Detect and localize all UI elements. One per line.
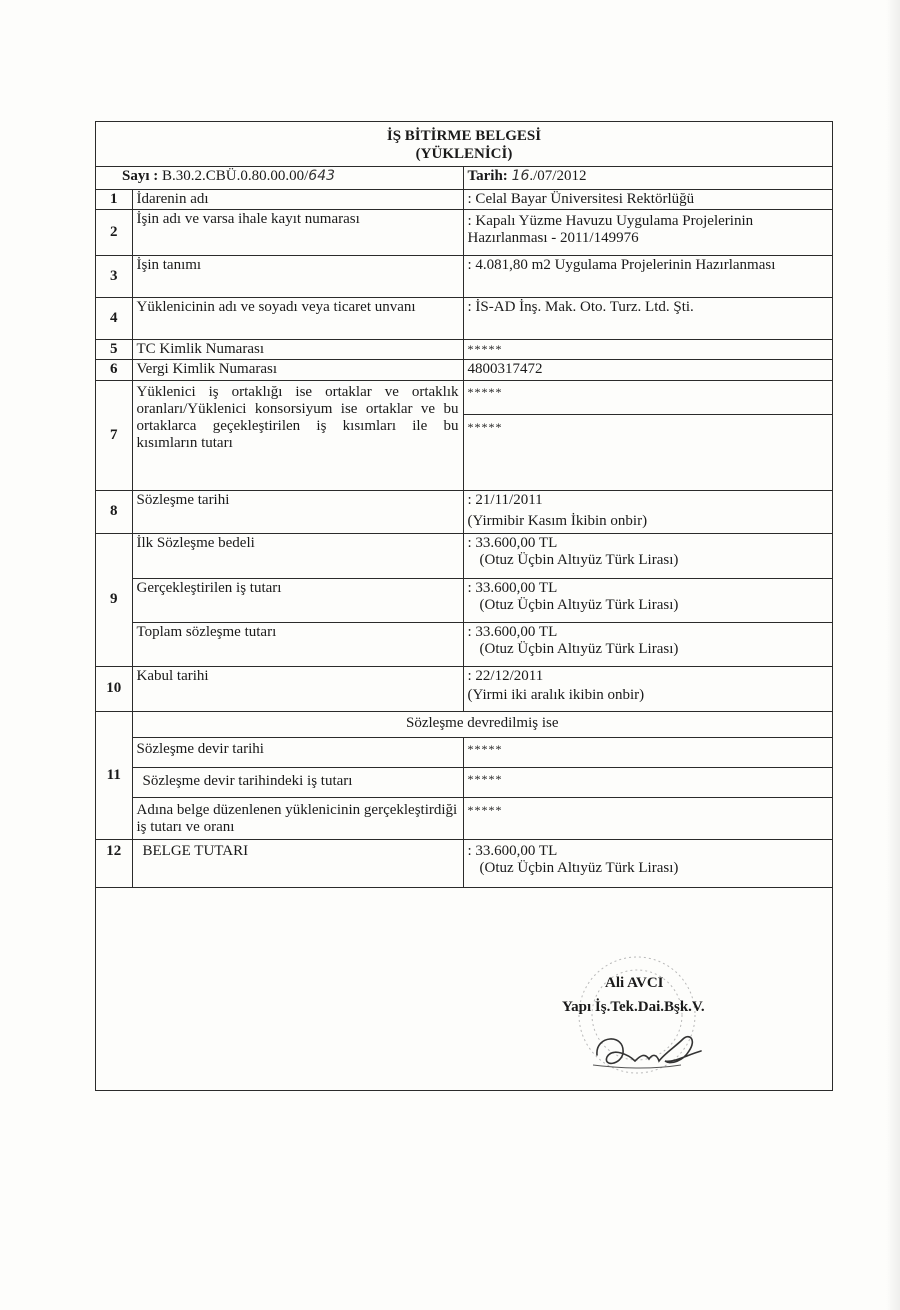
row-label: Sözleşme devir tarihi [132, 737, 463, 767]
row-number: 6 [96, 359, 132, 380]
number-date-row [96, 167, 832, 189]
row-value [463, 622, 832, 666]
value-line-1: : 21/11/2011 [467, 491, 543, 508]
signatory-title: Yapı İş.Tek.Dai.Bşk.V. [562, 999, 705, 1015]
section-heading: Sözleşme devredilmiş ise [132, 711, 832, 737]
table-row [96, 666, 832, 711]
table-row [96, 297, 832, 339]
title-line-2: (YÜKLENİCİ) [415, 146, 513, 162]
row-value [463, 666, 832, 711]
row-number: 2 [96, 209, 132, 255]
document-title [96, 122, 832, 167]
row-label: İşin adı ve varsa ihale kayıt numarası [132, 209, 463, 255]
tarih-handwritten: 16 [511, 168, 530, 184]
row-value-b: ***** [463, 414, 832, 490]
value-line-1: : 33.600,00 TL [467, 579, 558, 596]
value-line-1: : 33.600,00 TL [467, 623, 558, 640]
row-value: 4800317472 [463, 359, 832, 380]
value-line-1: : 22/12/2011 [467, 667, 544, 684]
value-line-1: : 33.600,00 TL [467, 534, 558, 551]
row-value [463, 490, 832, 533]
row-label: Yüklenici iş ortaklığı ise ortaklar ve ortaklık oranları/Yüklenici konsorsiyum ise ortaklar ve bu ortaklarca geçekleştirilen iş kısımları ile bu kısımların tutarı [132, 380, 463, 490]
sayi-handwritten: 643 [308, 168, 336, 184]
row-number: 10 [96, 666, 132, 711]
row-label: Sözleşme tarihi [132, 490, 463, 533]
value-line-2: (Yirmi iki aralık ikibin onbir) [467, 686, 645, 703]
row-value [463, 839, 832, 887]
table-row [96, 533, 832, 578]
value-line-1: : 33.600,00 TL [467, 842, 558, 859]
signature-icon [585, 1025, 725, 1075]
value-line-2: (Otuz Üçbin Altıyüz Türk Lirası) [479, 640, 679, 657]
row-value [463, 533, 832, 578]
row-value: ***** [463, 767, 832, 797]
row-value-a: ***** [463, 380, 832, 414]
value-line-2: (Otuz Üçbin Altıyüz Türk Lirası) [479, 859, 679, 876]
tarih-label: Tarih: [467, 168, 508, 184]
certificate-frame [95, 121, 833, 1091]
table-row [96, 797, 832, 839]
table-row [96, 209, 832, 255]
row-label: Gerçekleştirilen iş tutarı [132, 578, 463, 622]
table-row [96, 189, 832, 209]
table-row [96, 490, 832, 533]
table-row [96, 359, 832, 380]
page-edge-shadow [886, 0, 900, 1310]
row-value [463, 578, 832, 622]
row-value: ***** [463, 737, 832, 767]
table-row [96, 339, 832, 359]
row-value: : Kapalı Yüzme Havuzu Uygulama Projelerinin Hazırlanması - 2011/149976 [463, 209, 832, 255]
row-number: 11 [96, 711, 132, 839]
table-row [96, 711, 832, 737]
title-line-1: İŞ BİTİRME BELGESİ [386, 128, 542, 144]
sayi-value: B.30.2.CBÜ.0.80.00.00/ [162, 168, 309, 184]
row-label: Adına belge düzenlenen yüklenicinin gerçekleştirdiği iş tutarı ve oranı [132, 797, 463, 839]
row-number: 5 [96, 339, 132, 359]
table-row [96, 380, 832, 414]
row-value: ***** [463, 339, 832, 359]
value-line-2: (Otuz Üçbin Altıyüz Türk Lirası) [479, 596, 679, 613]
table-row [96, 578, 832, 622]
row-label: TC Kimlik Numarası [132, 339, 463, 359]
row-label: İlk Sözleşme bedeli [132, 533, 463, 578]
row-label: Sözleşme devir tarihindeki iş tutarı [132, 767, 463, 797]
row-label: Kabul tarihi [132, 666, 463, 711]
signatory-name: Ali AVCI [605, 975, 664, 991]
table-row [96, 839, 832, 887]
table-row [96, 255, 832, 297]
row-label: BELGE TUTARI [132, 839, 463, 887]
table-row [96, 622, 832, 666]
row-label: Yüklenicinin adı ve soyadı veya ticaret unvanı [132, 297, 463, 339]
table-row [96, 767, 832, 797]
row-value: : Celal Bayar Üniversitesi Rektörlüğü [463, 189, 832, 209]
sayi-label: Sayı : [122, 168, 159, 184]
row-number: 7 [96, 380, 132, 490]
row-number: 9 [96, 533, 132, 666]
row-number: 4 [96, 297, 132, 339]
row-label: Toplam sözleşme tutarı [132, 622, 463, 666]
row-number: 3 [96, 255, 132, 297]
row-number: 8 [96, 490, 132, 533]
row-number: 1 [96, 189, 132, 209]
row-value: ***** [463, 797, 832, 839]
row-label: İşin tanımı [132, 255, 463, 297]
row-number: 12 [96, 839, 132, 887]
value-line-2: (Otuz Üçbin Altıyüz Türk Lirası) [479, 551, 679, 568]
row-label: İdarenin adı [132, 189, 463, 209]
table-row [96, 737, 832, 767]
tarih-value: ./07/2012 [529, 168, 587, 184]
value-line-2: (Yirmibir Kasım İkibin onbir) [467, 512, 648, 529]
row-value: : İS-AD İnş. Mak. Oto. Turz. Ltd. Şti. [463, 297, 832, 339]
row-value: : 4.081,80 m2 Uygulama Projelerinin Hazırlanması [463, 255, 832, 297]
row-label: Vergi Kimlik Numarası [132, 359, 463, 380]
certificate-table [96, 167, 832, 888]
